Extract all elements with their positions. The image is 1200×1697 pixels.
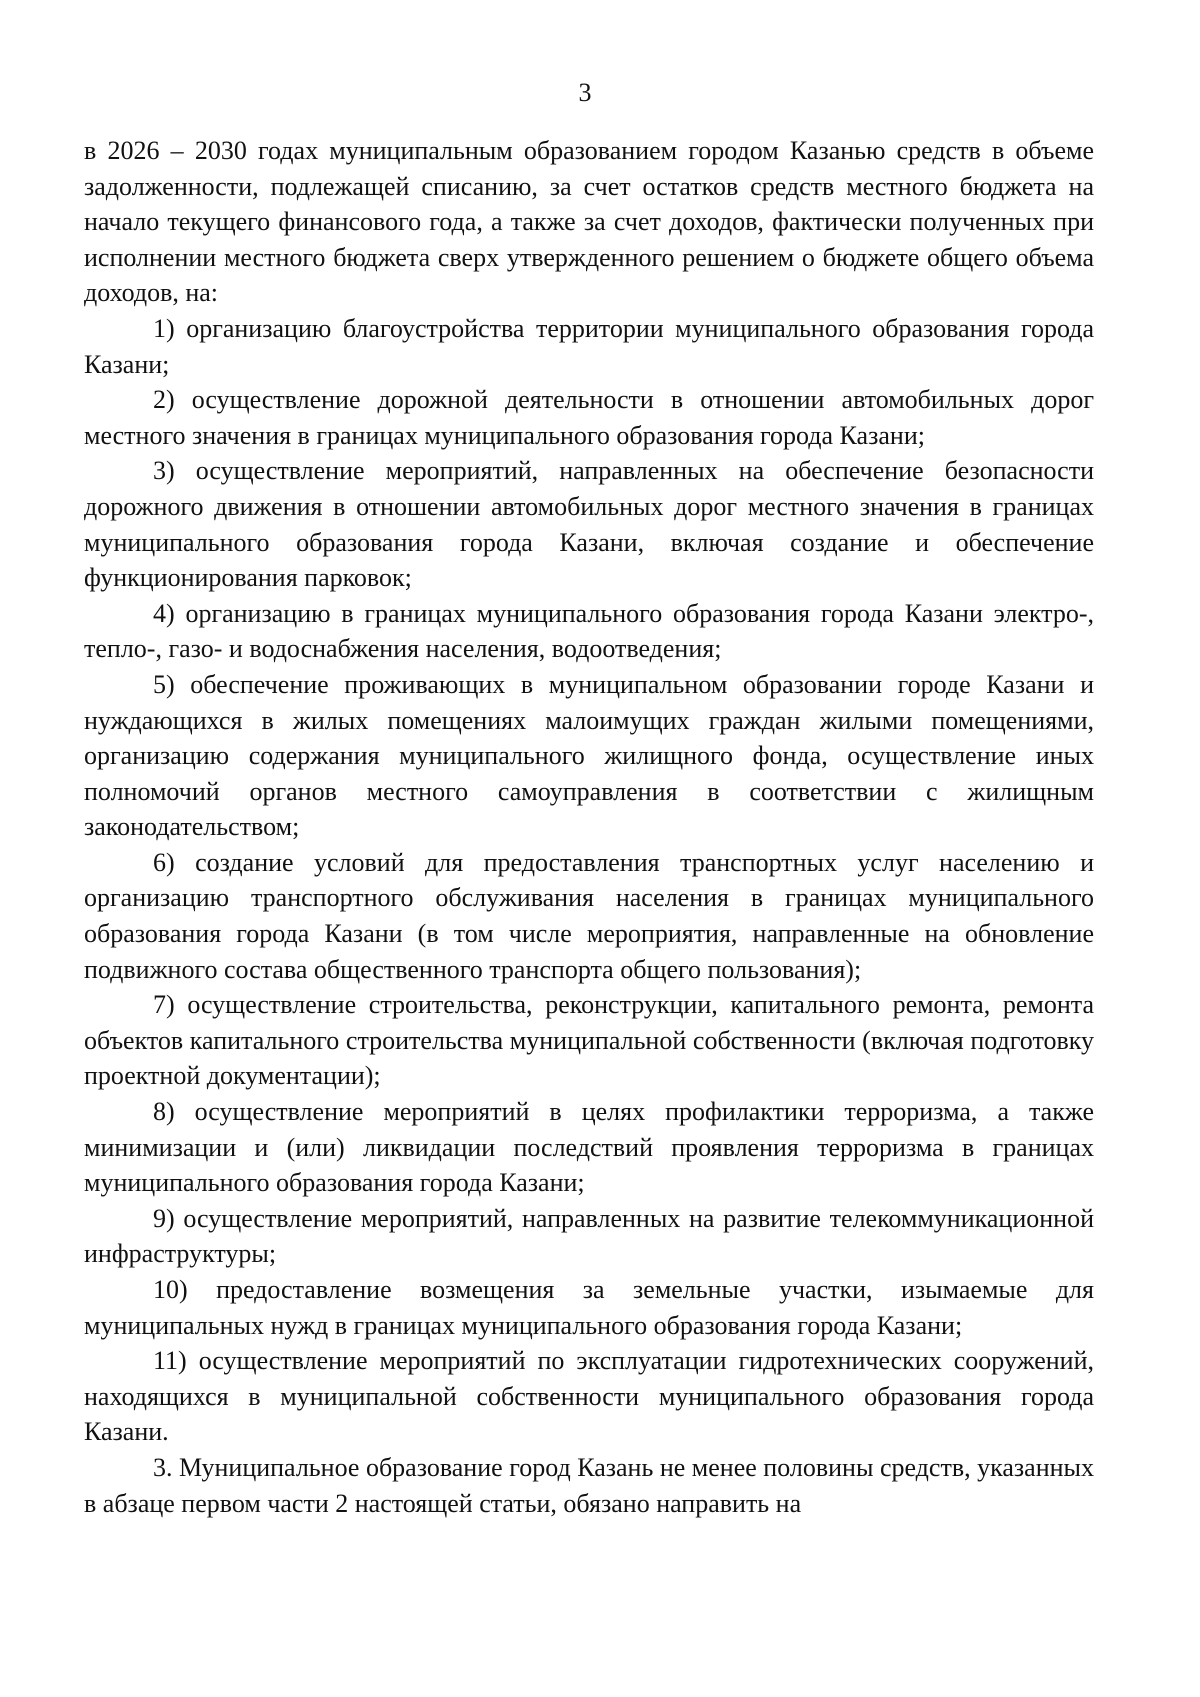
list-item-8: 8) осуществление мероприятий в целях профилактики терроризма, а также минимизации и (или) ликвидации последствий проявления терроризма в границах муниципального образования города Казани;: [84, 1097, 1094, 1198]
list-item-3: 3) осуществление мероприятий, направленных на обеспечение безопасности дорожного движения в отношении автомобильных дорог местного значения в границах муниципального образования города Казани, включая создание и обеспечение функционирования парковок;: [84, 456, 1094, 593]
list-item-6: 6) создание условий для предоставления транспортных услуг населению и организацию транспортного обслуживания населения в границах муниципального образования города Казани (в том числе мероприятия, направленные на обновление подвижного состава общественного транспорта общего пользования);: [84, 847, 1094, 984]
document-body: [84, 133, 1094, 1521]
list-item-11: 11) осуществление мероприятий по эксплуатации гидротехнических сооружений, находящихся в муниципальной собственности муниципального образования города Казани.: [84, 1346, 1094, 1447]
paragraph-intro: в 2026 – 2030 годах муниципальным образованием городом Казанью средств в объеме задолженности, подлежащей списанию, за счет остатков средств местного бюджета на начало текущего финансового года, а также за счет доходов, фактически полученных при исполнении местного бюджета сверх утвержденного решением о бюджете общего объема доходов, на:: [84, 136, 1094, 308]
list-item-9: 9) осуществление мероприятий, направленных на развитие телекоммуникационной инфраструктуры;: [84, 1203, 1094, 1269]
paragraph-section-3: 3. Муниципальное образование город Казань не менее половины средств, указанных в абзаце первом части 2 настоящей статьи, обязано направить на: [84, 1452, 1094, 1518]
list-item-2: 2) осуществление дорожной деятельности в отношении автомобильных дорог местного значения в границах муниципального образования города Казани;: [84, 385, 1094, 450]
list-item-10: 10) предоставление возмещения за земельные участки, изымаемые для муниципальных нужд в границах муниципального образования города Казани;: [84, 1275, 1094, 1340]
list-item-1: 1) организацию благоустройства территории муниципального образования города Казани;: [84, 313, 1094, 379]
list-item-5: 5) обеспечение проживающих в муниципальном образовании городе Казани и нуждающихся в жилых помещениях малоимущих граждан жилыми помещениями, организацию содержания муниципального жилищного фонда, осуществление иных полномочий органов местного самоуправления в соответствии с жилищным законодательством;: [84, 669, 1094, 842]
list-item-7: 7) осуществление строительства, реконструкции, капитального ремонта, ремонта объектов капитального строительства муниципальной собственности (включая подготовку проектной документации);: [84, 990, 1094, 1091]
list-item-4: 4) организацию в границах муниципального образования города Казани электро-, тепло-, газо- и водоснабжения населения, водоотведения;: [84, 598, 1094, 664]
page-number: 3: [578, 78, 592, 107]
